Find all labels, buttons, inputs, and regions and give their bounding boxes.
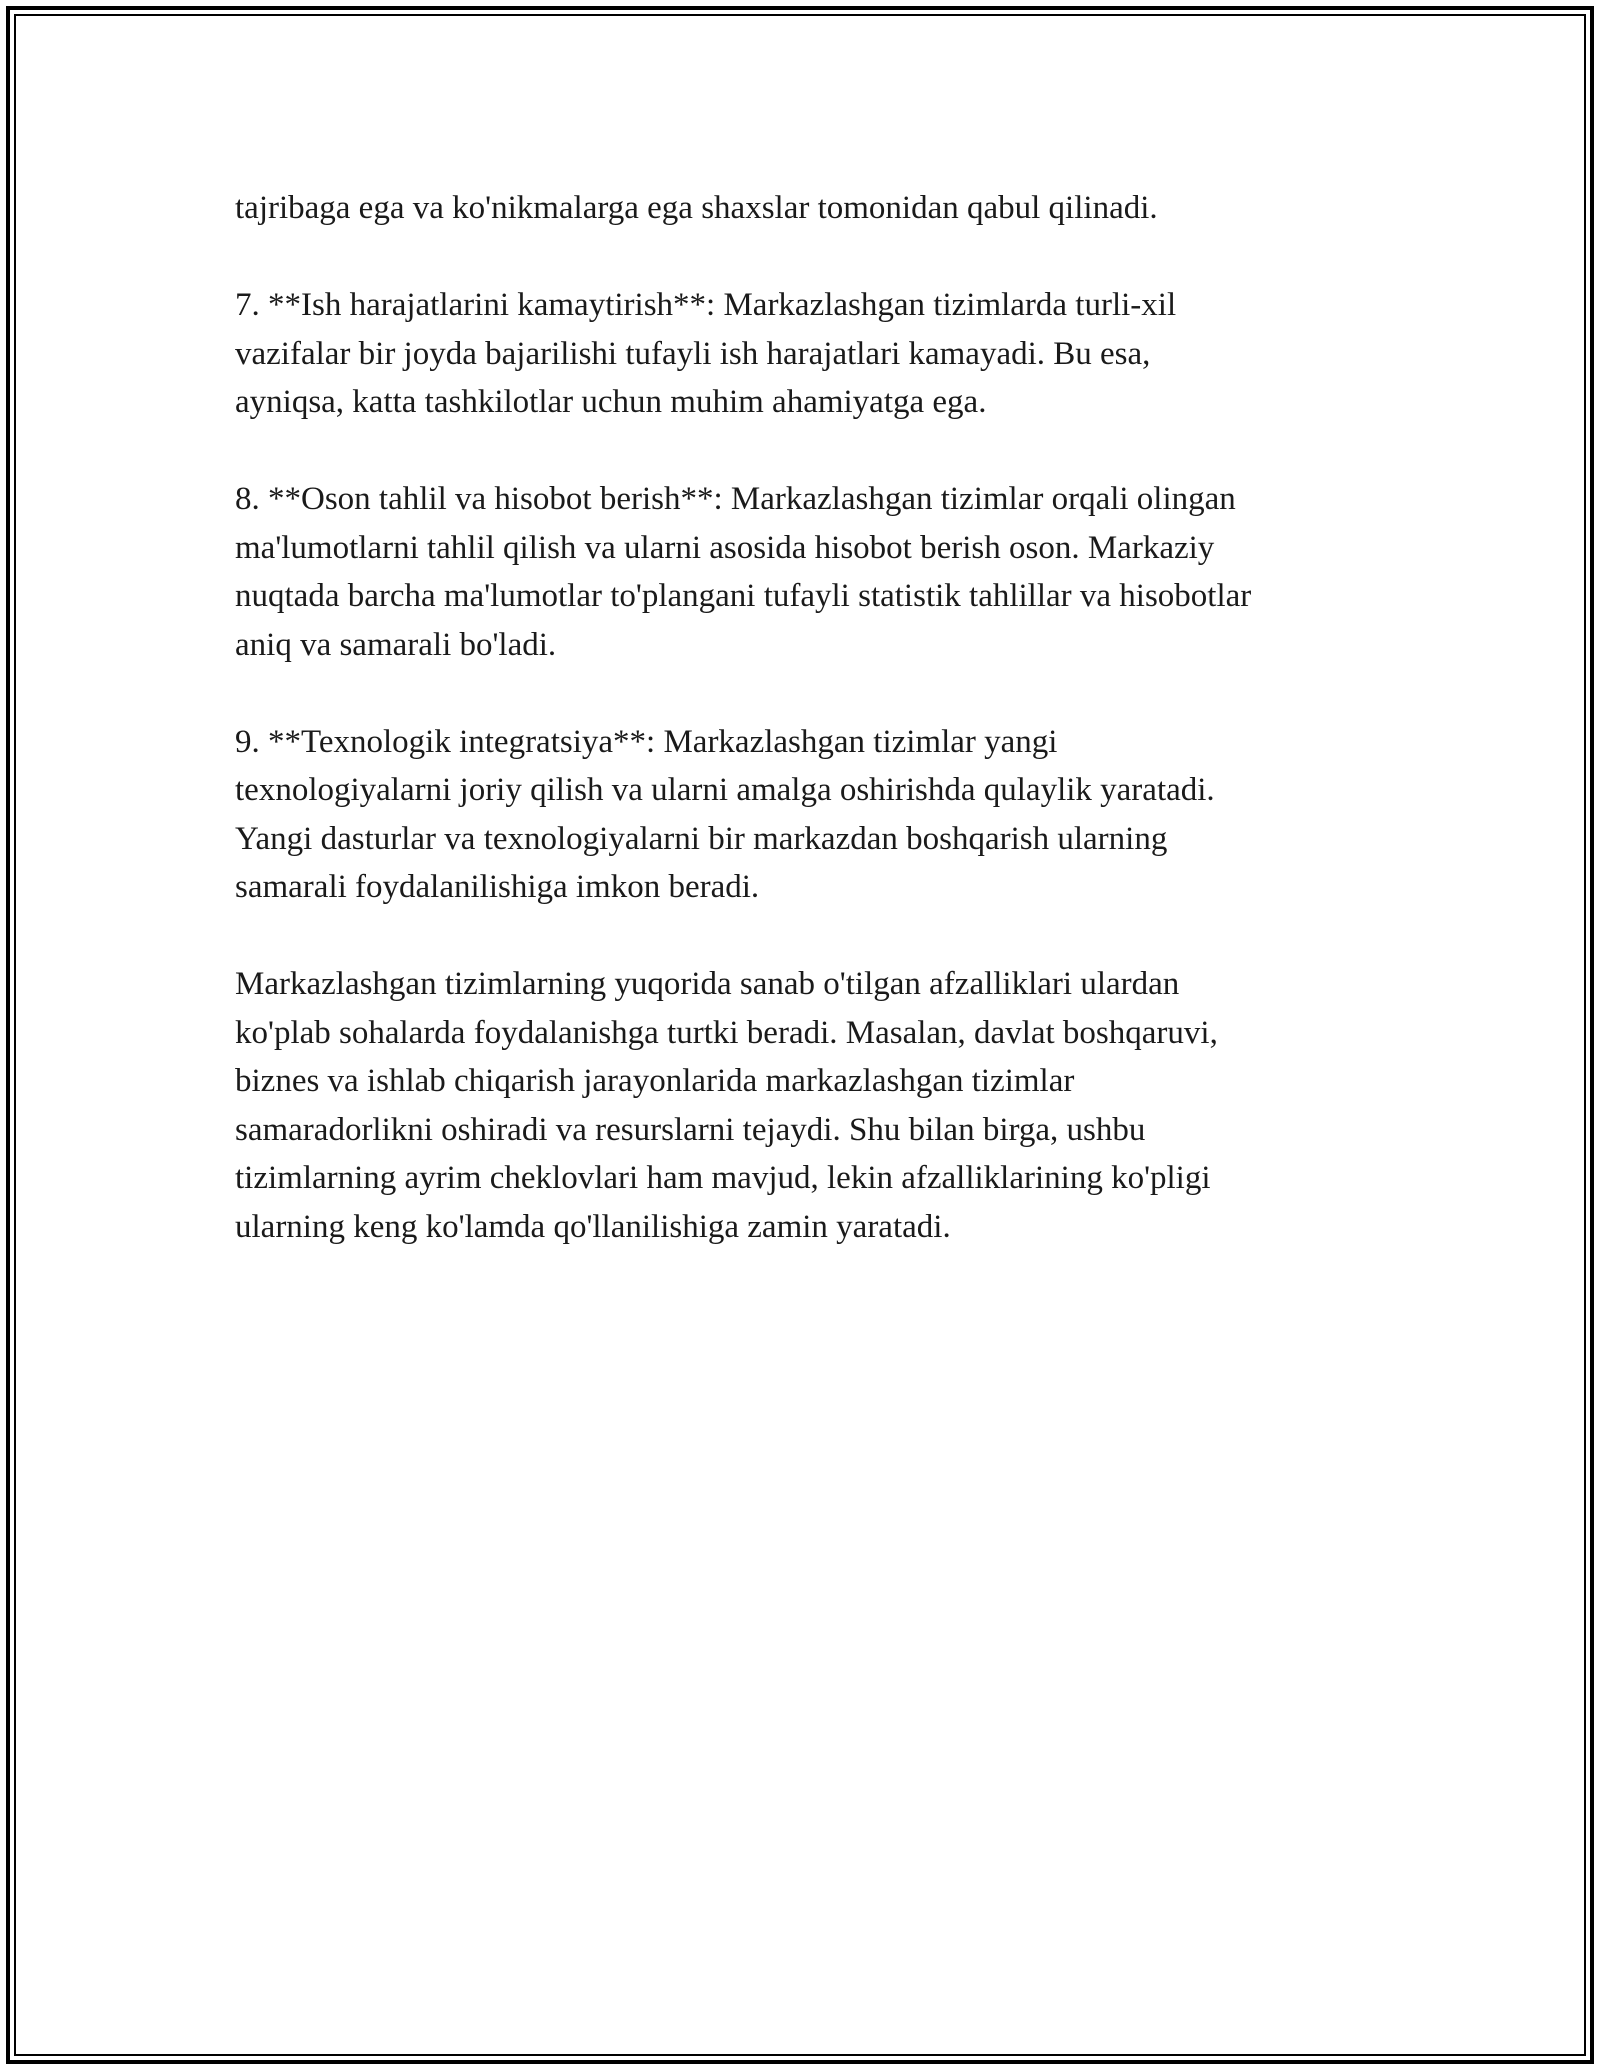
text-line: ko'plab sohalarda foydalanishga turtki beradi. Masalan, davlat boshqaruvi, [235, 1014, 1218, 1051]
paragraph-item-8 [235, 475, 1385, 669]
paragraph-item-9 [235, 718, 1385, 912]
text-line: samarali foydalanilishiga imkon beradi. [235, 869, 760, 905]
text-line: Yangi dasturlar va texnologiyalarni bir markazdan boshqarish ularning [235, 820, 1168, 857]
paragraph-item-7 [235, 281, 1385, 427]
text-line: ularning keng ko'lamda qo'llanilishiga zamin yaratadi. [235, 1208, 951, 1245]
text-line: ma'lumotlarni tahlil qilish va ularni asosida hisobot berish oson. Markaziy [235, 529, 1215, 566]
text-line: ayniqsa, katta tashkilotlar uchun muhim ahamiyatga ega. [235, 384, 987, 420]
text-line: tajribaga ega va ko'nikmalarga ega shaxslar tomonidan qabul qilinadi. [235, 190, 1158, 226]
text-line: 7. **Ish harajatlarini kamaytirish**: Markazlashgan tizimlarda turli-xil [235, 287, 1177, 323]
text-line: samaradorlikni oshiradi va resurslarni tejaydi. Shu bilan birga, ushbu [235, 1111, 1146, 1148]
text-line: tizimlarning ayrim cheklovlari ham mavjud, lekin afzalliklarining ko'pligi [235, 1160, 1211, 1196]
paragraph-conclusion [235, 960, 1385, 1251]
text-line: texnologiyalarni joriy qilish va ularni amalga oshirishda qulaylik yaratadi. [235, 772, 1215, 808]
text-line: vazifalar bir joyda bajarilishi tufayli ish harajatlari kamayadi. Bu esa, [235, 335, 1151, 372]
text-line: aniq va samarali bo'ladi. [235, 626, 557, 663]
text-line: 9. **Texnologik integratsiya**: Markazlashgan tizimlar yangi [235, 723, 1058, 760]
document-body [235, 184, 1385, 1300]
text-line: biznes va ishlab chiqarish jarayonlarida markazlashgan tizimlar [235, 1063, 1075, 1099]
paragraph-continuation [235, 184, 1385, 233]
text-line: Markazlashgan tizimlarning yuqorida sanab o'tilgan afzalliklari ulardan [235, 966, 1180, 1002]
text-line: 8. **Oson tahlil va hisobot berish**: Markazlashgan tizimlar orqali olingan [235, 481, 1236, 517]
text-line: nuqtada barcha ma'lumotlar to'plangani tufayli statistik tahlillar va hisobotlar [235, 578, 1252, 614]
